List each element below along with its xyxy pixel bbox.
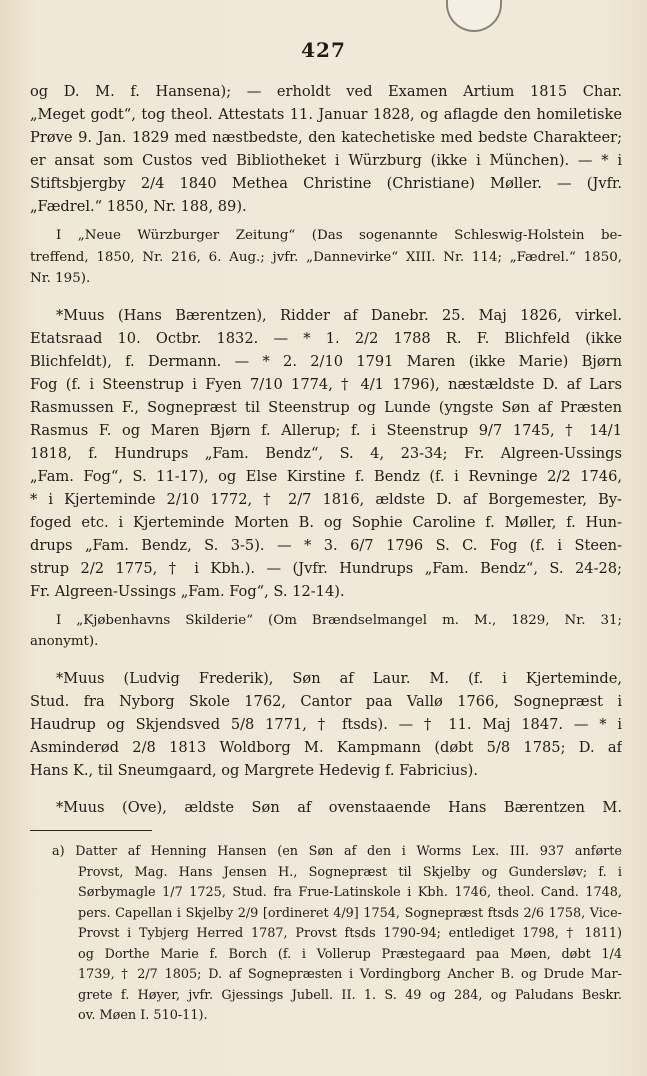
- text-line: Prøve 9. Jan. 1829 med næstbedste, den katechetiske med bedste Charakteer;: [30, 129, 622, 146]
- text-line: 1818, f. Hundrups „Fam. Bendz“, S. 4, 23-34; Fr. Algreen-Ussings: [30, 444, 622, 462]
- text-line: Asminderød 2/8 1813 Woldborg M. Kampmann (døbt 5/8 1785; D. af: [30, 738, 622, 756]
- footnote-line: pers. Capellan i Skjelby 2/9 [ordineret 4/9] 1754, Sognepræst ftsds 2/6 1758, Vice-: [78, 905, 622, 921]
- text-line: Stud. fra Nyborg Skole 1762, Cantor paa Vallø 1766, Sognepræst i: [30, 692, 622, 710]
- text-line: „Meget godt“, tog theol. Attestats 11. Januar 1828, og aflagde den homiletiske: [30, 106, 622, 123]
- text-line: Blichfeldt), f. Dermann. — * 2. 2/10 1791 Maren (ikke Marie) Bjørn: [30, 352, 622, 370]
- footnote: [30, 842, 622, 1027]
- footnote-line: Provst, Mag. Hans Jensen H., Sognepræst til Skjelby og Gundersløv; f. i: [78, 864, 622, 880]
- text-line: Fog (f. i Steenstrup i Fyen 7/10 1774, † 4/1 1796), næstældste D. af Lars: [30, 375, 622, 393]
- page-tab-mark: [446, 0, 502, 32]
- text-line: treffend, 1850, Nr. 216, 6. Aug.; jvfr. „Dannevirke“ XIII. Nr. 114; „Fædrel.“ 1850,: [30, 249, 622, 265]
- text-line: Stiftsbjergby 2/4 1840 Methea Christine (Christiane) Møller. — (Jvfr.: [30, 175, 622, 192]
- footnote-line: Provst i Tybjerg Herred 1787, Provst ftsds 1790-94; entlediget 1798, † 1811): [78, 926, 622, 941]
- text-line: foged etc. i Kjerteminde Morten B. og Sophie Caroline f. Møller, f. Hun-: [30, 513, 622, 531]
- text-line: Nr. 195).: [30, 271, 91, 286]
- page-number: 427: [301, 38, 346, 62]
- footnote-line: Sørbymagle 1/7 1725, Stud. fra Frue-Latinskole i Kbh. 1746, theol. Cand. 1748,: [78, 885, 622, 900]
- text-line: strup 2/2 1775, † i Kbh.). — (Jvfr. Hundrups „Fam. Bendz“, S. 24-28;: [30, 559, 622, 577]
- footnote-line: ov. Møen I. 510-11).: [78, 1008, 208, 1023]
- text-line: Etatsraad 10. Octbr. 1832. — * 1. 2/2 1788 R. F. Blichfeld (ikke: [30, 329, 622, 347]
- text-line: Haudrup og Skjendsved 5/8 1771, † ftsds). — † 11. Maj 1847. — * i: [30, 715, 622, 733]
- text-line: Rasmussen F., Sognepræst til Steenstrup og Lunde (yngste Søn af Præsten: [30, 398, 622, 416]
- text-line: Fr. Algreen-Ussings „Fam. Fog“, S. 12-14).: [30, 582, 345, 600]
- footnote-line: og Dorthe Marie f. Borch (f. i Vollerup Præstegaard paa Møen, døbt 1/4: [78, 946, 622, 962]
- text-line: Rasmus F. og Maren Bjørn f. Allerup; f. i Steenstrup 9/7 1745, † 14/1: [30, 421, 622, 439]
- footnote-line: 1739, † 2/7 1805; D. af Sognepræsten i Vordingborg Ancher B. og Drude Mar-: [78, 967, 622, 982]
- text-line: „Fam. Fog“, S. 11-17), og Else Kirstine f. Bendz (f. i Revninge 2/2 1746,: [30, 467, 622, 485]
- footnote-divider: [30, 830, 152, 831]
- text-line: drups „Fam. Bendz, S. 3-5). — * 3. 6/7 1796 S. C. Fog (f. i Steen-: [30, 536, 622, 554]
- text-line: anonymt).: [30, 634, 99, 649]
- text-line: „Fædrel.“ 1850, Nr. 188, 89).: [30, 198, 247, 215]
- footnote-line: grete f. Høyer, jvfr. Gjessings Jubell. II. 1. S. 49 og 284, og Paludans Beskr.: [78, 987, 622, 1003]
- text-line: I „Kjøbenhavns Skilderie“ (Om Brændselmangel m. M., 1829, Nr. 31;: [56, 612, 622, 628]
- text-line: * i Kjerteminde 2/10 1772, † 2/7 1816, ældste D. af Borgemester, By-: [30, 490, 622, 508]
- text-line: I „Neue Würzburger Zeitung“ (Das sogenannte Schleswig-Holstein be-: [56, 228, 622, 243]
- text-line: Hans K., til Sneumgaard, og Margrete Hedevig f. Fabricius).: [30, 761, 478, 779]
- text-line: er ansat som Custos ved Bibliotheket i Würzburg (ikke i München). — * i: [30, 152, 622, 169]
- text-line: og D. M. f. Hansena); — erholdt ved Examen Artium 1815 Char.: [30, 83, 622, 100]
- entry-heading-muus-hans: *Muus (Hans Bærentzen), Ridder af Danebr. 25. Maj 1826, virkel.: [56, 306, 622, 324]
- entry-heading-muus-ludvig: *Muus (Ludvig Frederik), Søn af Laur. M. (f. i Kjerteminde,: [56, 669, 622, 687]
- footnote-line: a) Datter af Henning Hansen (en Søn af den i Worms Lex. III. 937 anførte: [52, 844, 622, 859]
- entry-heading-muus-ove: *Muus (Ove), ældste Søn af ovenstaaende Hans Bærentzen M.: [56, 798, 622, 816]
- main-text: [30, 80, 622, 819]
